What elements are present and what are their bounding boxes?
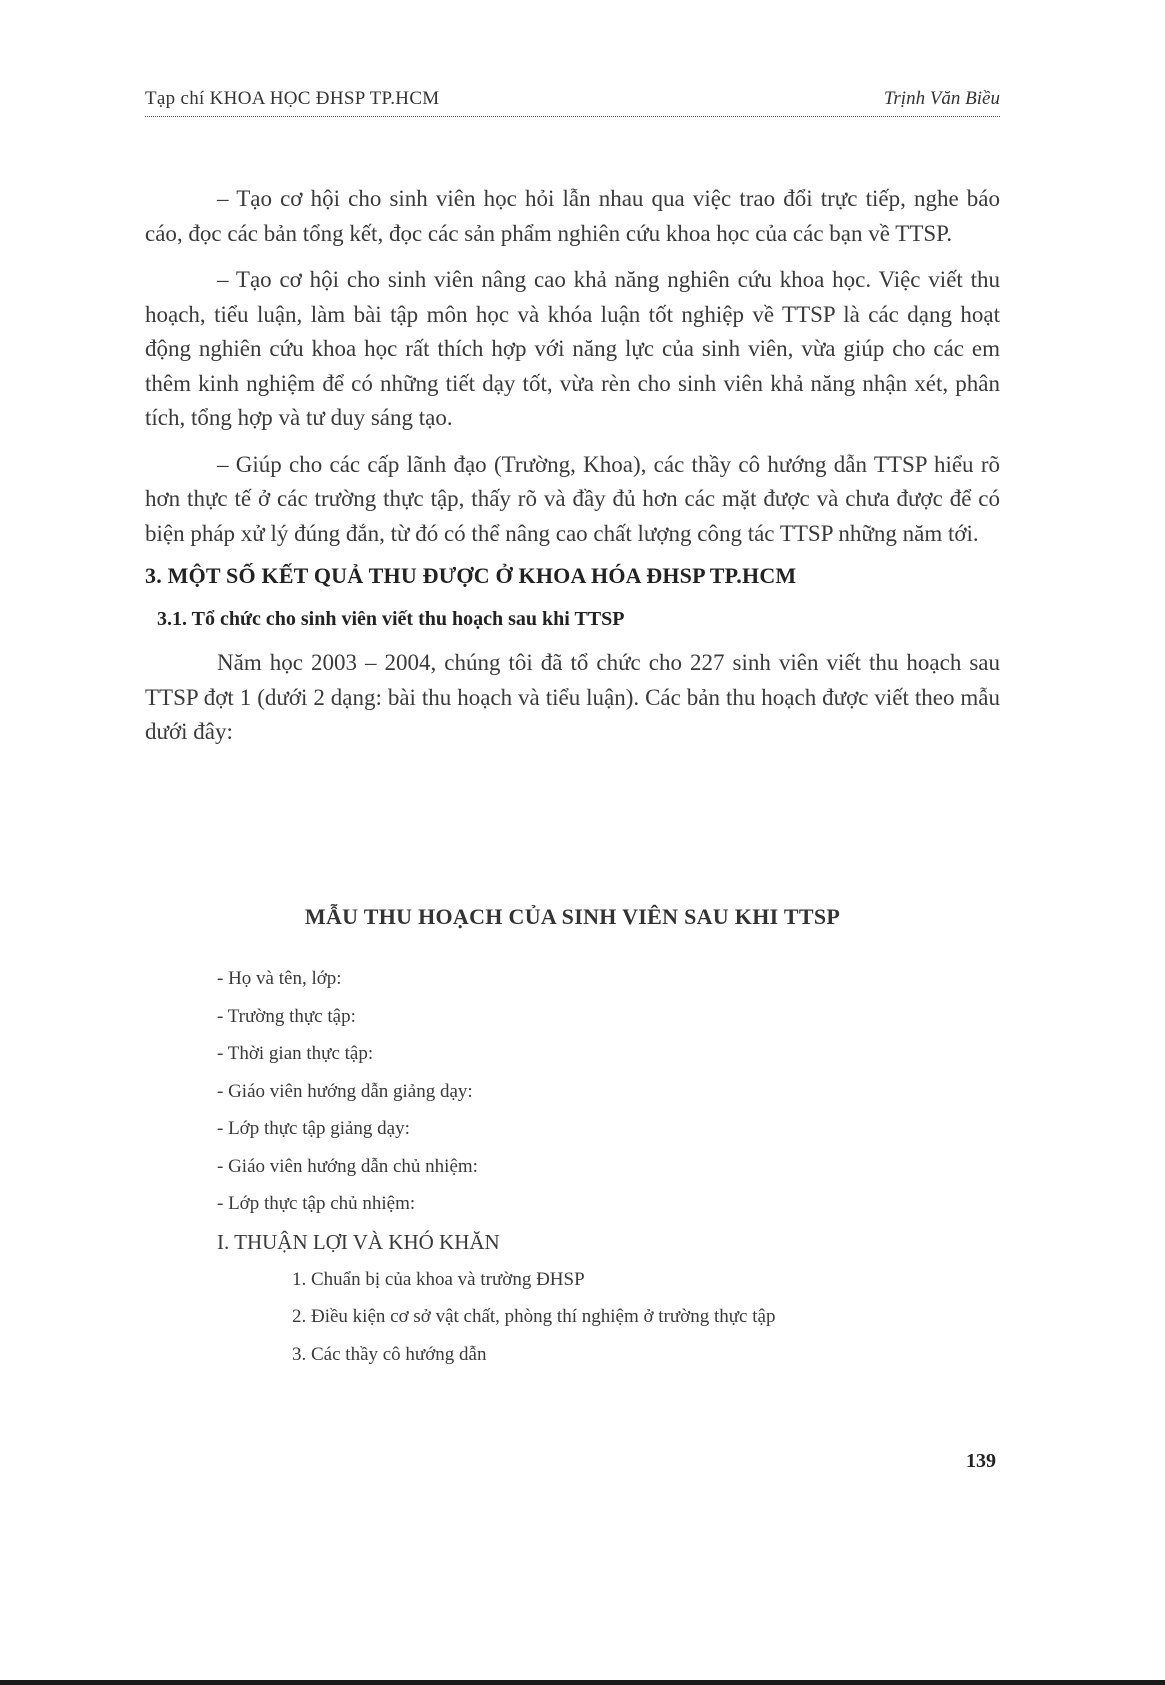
paragraph: – Giúp cho các cấp lãnh đạo (Trường, Khoa), các thầy cô hướng dẫn TTSP hiểu rõ hơn thực tế ở các trường thực tập, thấy rõ và đầy đủ hơn các mặt được và chưa được để có biện pháp xử lý đúng đắn, từ đó có thể nâng cao chất lượng công tác TTSP những năm tới. [145, 451, 1000, 546]
subsection-heading: 3.1. Tổ chức cho sinh viên viết thu hoạch sau khi TTSP [157, 607, 625, 630]
paragraph: – Tạo cơ hội cho sinh viên nâng cao khả năng nghiên cứu khoa học. Việc viết thu hoạch, tiểu luận, làm bài tập môn học và khóa luận tốt nghiệp về TTSP là các dạng hoạt động nghiên cứu khoa học rất thích hợp với năng lực của sinh viên, vừa giúp cho các em thêm kinh nghiệm để có những tiết dạy tốt, vừa rèn cho sinh viên khả năng nhận xét, phân tích, tổng hợp và tư duy sáng tạo. [145, 267, 1000, 430]
template-field: - Trường thực tập: [217, 1005, 356, 1027]
template-fields [145, 960, 1000, 1223]
template-title: MẪU THU HOẠCH CỦA SINH VIÊN SAU KHI TTSP [304, 904, 841, 929]
section-heading: 3. MỘT SỐ KẾT QUẢ THU ĐƯỢC Ở KHOA HÓA ĐHSP TP.HCM [145, 563, 797, 588]
template-field: - Lớp thực tập giảng dạy: [217, 1118, 410, 1139]
paragraph: – Tạo cơ hội cho sinh viên học hỏi lẫn nhau qua việc trao đổi trực tiếp, nghe báo cáo, đọc các bản tổng kết, đọc các sản phẩm nghiên cứu khoa học của các bạn về TTSP. [145, 186, 1000, 246]
page-number: 139 [966, 1450, 996, 1472]
author-name: Trịnh Văn Biều [883, 88, 1000, 109]
template-items [145, 1261, 1000, 1374]
journal-name: Tạp chí KHOA HỌC ĐHSP TP.HCM [145, 88, 440, 109]
running-header [145, 84, 1000, 117]
template-item: 2. Điều kiện cơ sở vật chất, phòng thí nghiệm ở trường thực tập [292, 1306, 776, 1327]
template-field: - Giáo viên hướng dẫn giảng dạy: [217, 1080, 473, 1102]
template-field: - Họ và tên, lớp: [217, 968, 342, 989]
body-text [145, 182, 1000, 762]
scan-edge [0, 1680, 1165, 1685]
template-field: - Lớp thực tập chủ nhiệm: [217, 1193, 416, 1214]
template-field: - Giáo viên hướng dẫn chủ nhiệm: [217, 1155, 478, 1177]
template-section-title: I. THUẬN LỢI VÀ KHÓ KHĂN [217, 1229, 500, 1254]
template-item: 3. Các thầy cô hướng dẫn [292, 1343, 487, 1365]
template-field: - Thời gian thực tập: [217, 1043, 374, 1064]
intro-paragraph: Năm học 2003 – 2004, chúng tôi đã tổ chức cho 227 sinh viên viết thu hoạch sau TTSP đợt 1 (dưới 2 dạng: bài thu hoạch và tiểu luận). Các bản thu hoạch được viết theo mẫu dưới đây: [145, 650, 1000, 744]
template-item: 1. Chuẩn bị của khoa và trường ĐHSP [292, 1268, 585, 1290]
report-template [145, 904, 1000, 1373]
